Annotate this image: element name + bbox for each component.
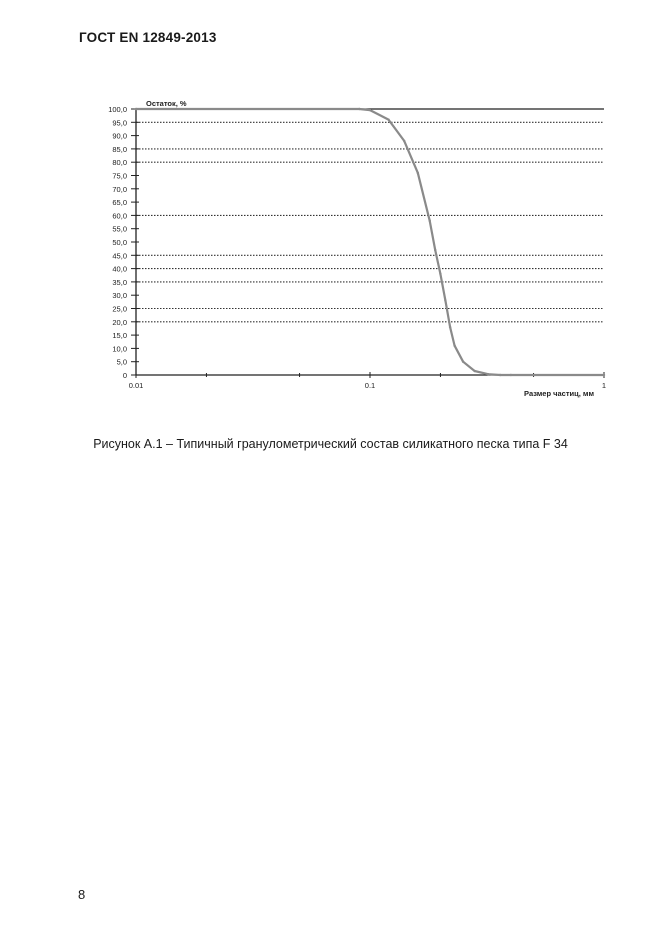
series xyxy=(135,108,605,376)
y-tick-label: 20,0 xyxy=(112,317,127,327)
y-tick-label: 70,0 xyxy=(112,184,127,194)
data-point xyxy=(449,326,451,328)
y-axis-label: Остаток, % xyxy=(146,99,187,108)
figure-caption: Рисунок А.1 – Типичный гранулометрический состав силикатного песка типа F 34 xyxy=(93,437,568,451)
y-tick-label: 5,0 xyxy=(116,357,127,367)
y-tick-label: 100,0 xyxy=(108,105,127,114)
data-point xyxy=(387,118,389,120)
y-tick-label: 90,0 xyxy=(112,131,127,141)
data-point xyxy=(429,220,431,222)
y-tick-label: 10,0 xyxy=(112,344,127,354)
data-point xyxy=(369,109,371,111)
y-ticks xyxy=(108,105,139,380)
y-tick-label: 85,0 xyxy=(112,144,127,154)
page-number: 8 xyxy=(78,887,86,902)
y-tick-label: 65,0 xyxy=(112,198,127,208)
y-tick-label: 60,0 xyxy=(112,211,127,221)
data-point xyxy=(444,299,446,301)
y-tick-label: 95,0 xyxy=(112,118,127,128)
data-point xyxy=(603,374,605,376)
y-tick-label: 75,0 xyxy=(112,171,127,181)
data-point xyxy=(487,373,489,375)
document-header: ГОСТ EN 12849-2013 xyxy=(79,30,217,45)
y-tick-label: 15,0 xyxy=(112,331,127,341)
y-tick-label: 50,0 xyxy=(112,238,127,247)
data-point xyxy=(462,361,464,363)
data-point xyxy=(439,273,441,275)
data-point xyxy=(358,108,360,110)
y-tick-label: 55,0 xyxy=(112,224,127,234)
x-tick-label: 0.01 xyxy=(128,381,144,390)
y-tick-label: 80,0 xyxy=(112,158,127,168)
y-tick-label: 40,0 xyxy=(112,264,127,274)
data-point xyxy=(135,108,137,110)
y-tick-label: 35,0 xyxy=(112,277,127,287)
data-point xyxy=(434,249,436,251)
data-point xyxy=(510,374,512,376)
y-tick-label: 30,0 xyxy=(112,291,127,301)
data-point xyxy=(499,374,501,376)
data-point xyxy=(473,370,475,372)
gridlines xyxy=(136,109,604,322)
data-point xyxy=(417,172,419,174)
data-point xyxy=(403,140,405,142)
y-tick-label: 25,0 xyxy=(112,304,127,314)
x-tick-label: 1 xyxy=(601,381,607,390)
data-point xyxy=(453,345,455,347)
y-tick-label: 45,0 xyxy=(112,251,127,261)
x-axis-label: Размер частиц, мм xyxy=(524,389,594,398)
x-tick-label: 0.1 xyxy=(364,381,376,390)
y-tick-label: 0 xyxy=(122,371,127,380)
